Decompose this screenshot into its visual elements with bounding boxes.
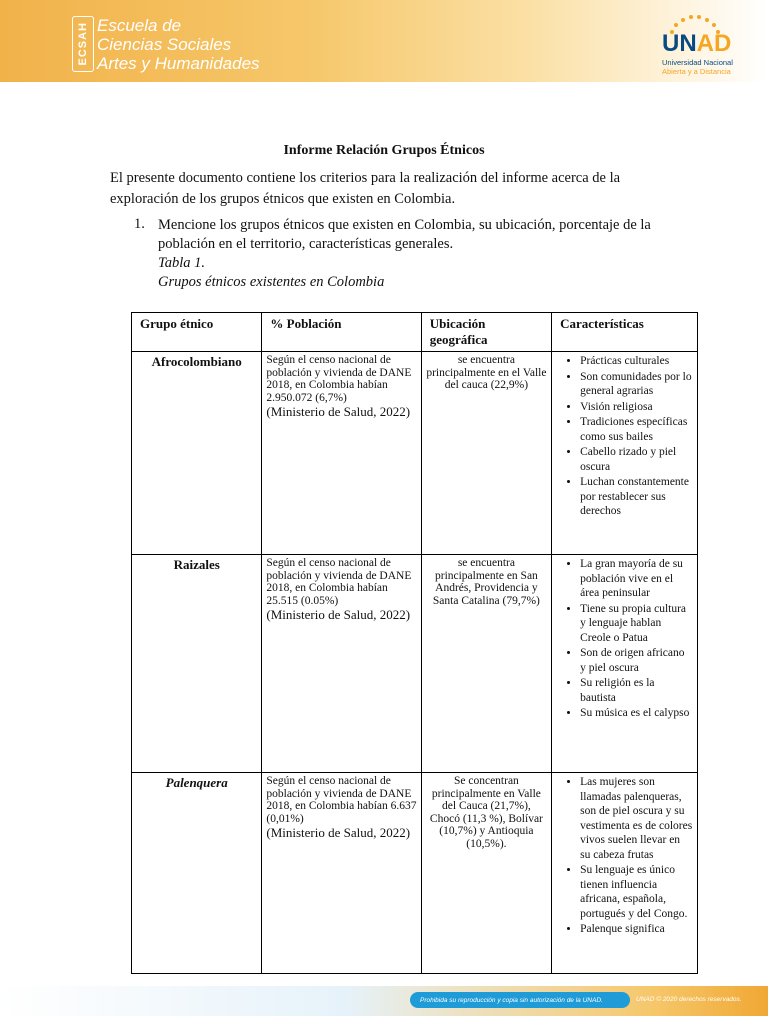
intro-paragraph: El presente documento contiene los criterios para la realización del informe acerca de la exploración de los grupos étnicos que existen en Colombia. <box>110 170 621 207</box>
ethnic-groups-table <box>131 312 698 974</box>
school-name <box>97 16 260 73</box>
footer-content <box>410 992 760 1010</box>
table-row <box>132 773 698 974</box>
population-cell: Según el censo nacional de población y vivienda de DANE 2018, en Colombia habían 25.515 (0.05%) (Ministerio de Salud, 2022) <box>262 555 421 773</box>
table-label: Tabla 1. <box>158 255 206 271</box>
question-text: Mencione los grupos étnicos que existen en Colombia, su ubicación, porcentaje de la población en el territorio, características generales. <box>158 217 651 252</box>
characteristics-cell <box>552 773 698 974</box>
unad-subtitle: Universidad Nacional Abierta y a Distancia <box>662 58 733 76</box>
question-number: 1. <box>134 216 145 232</box>
unad-wordmark: UNAD <box>662 30 732 57</box>
location-cell: se encuentra principalmente en el Valle del cauca (22,9%) <box>421 352 551 555</box>
header-location: Ubicación geográfica <box>421 313 551 352</box>
list-item: • La gran mayoría de su población vive en el área peninsular <box>580 557 693 601</box>
ecsah-logo <box>72 16 94 72</box>
characteristics-cell <box>552 352 698 555</box>
group-cell: Palenquera <box>132 773 262 974</box>
list-item: • Su religión es la bautista <box>580 676 693 705</box>
list-item: • Son de origen africano y piel oscura <box>580 646 693 675</box>
table-header-row <box>132 313 698 352</box>
footer-rights: UNAD © 2020 derechos reservados. <box>636 996 742 1003</box>
list-item: • Prácticas culturales <box>580 354 693 369</box>
list-item: • Tradiciones específicas como sus bailes <box>580 415 693 444</box>
school-line-3: Artes y Humanidades <box>97 54 260 73</box>
location-cell: Se concentran principalmente en Valle del Cauca (21,7%), Chocó (11,3 %), Bolívar (10,7%) y Antioquia (10,5%). <box>421 773 551 974</box>
header-population: % Población <box>262 313 421 352</box>
list-item: • Palenque significa <box>580 922 693 937</box>
document-title: Informe Relación Grupos Étnicos <box>283 143 485 158</box>
list-item: • Su lenguaje es único tienen influencia africana, española, portugués y del Congo. <box>580 863 693 921</box>
population-cell: Según el censo nacional de población y vivienda de DANE 2018, en Colombia habían 2.950.072 (6,7%) (Ministerio de Salud, 2022) <box>262 352 421 555</box>
list-item: • Cabello rizado y piel oscura <box>580 445 693 474</box>
table-row <box>132 555 698 773</box>
header-group: Grupo étnico <box>132 313 262 352</box>
ecsah-code: ECSAH <box>77 22 89 66</box>
footer-band <box>0 986 768 1016</box>
school-line-1: Escuela de <box>97 16 182 35</box>
unad-logo <box>650 14 750 78</box>
group-cell: Afrocolombiano <box>132 352 262 555</box>
location-cell: se encuentra principalmente en San Andrés, Providencia y Santa Catalina (79,7%) <box>421 555 551 773</box>
list-item: • Luchan constantemente por restablecer sus derechos <box>580 475 693 519</box>
table-title: Grupos étnicos existentes en Colombia <box>158 274 385 290</box>
population-cell: Según el censo nacional de población y vivienda de DANE 2018, en Colombia habían 6.637 (0,01%) (Ministerio de Salud, 2022) <box>262 773 421 974</box>
list-item: • Las mujeres son llamadas palenqueras, son de piel oscura y su vestimenta es de colores vivos suelen llevar en su cabeza frutas <box>580 775 693 862</box>
school-line-2: Ciencias Sociales <box>97 35 232 54</box>
list-item: • Visión religiosa <box>580 400 693 415</box>
table-row <box>132 352 698 555</box>
header-characteristics: Características <box>552 313 698 352</box>
footer-notice: Prohibida su reproducción y copia sin autorización de la UNAD. <box>410 992 630 1008</box>
list-item: • Son comunidades por lo general agrarias <box>580 370 693 399</box>
characteristics-cell <box>552 555 698 773</box>
group-cell: Raizales <box>132 555 262 773</box>
table-caption <box>158 254 384 292</box>
list-item: • Tiene su propia cultura y lenguaje hablan Creole o Patua <box>580 602 693 646</box>
list-item: • Su música es el calypso <box>580 706 693 721</box>
